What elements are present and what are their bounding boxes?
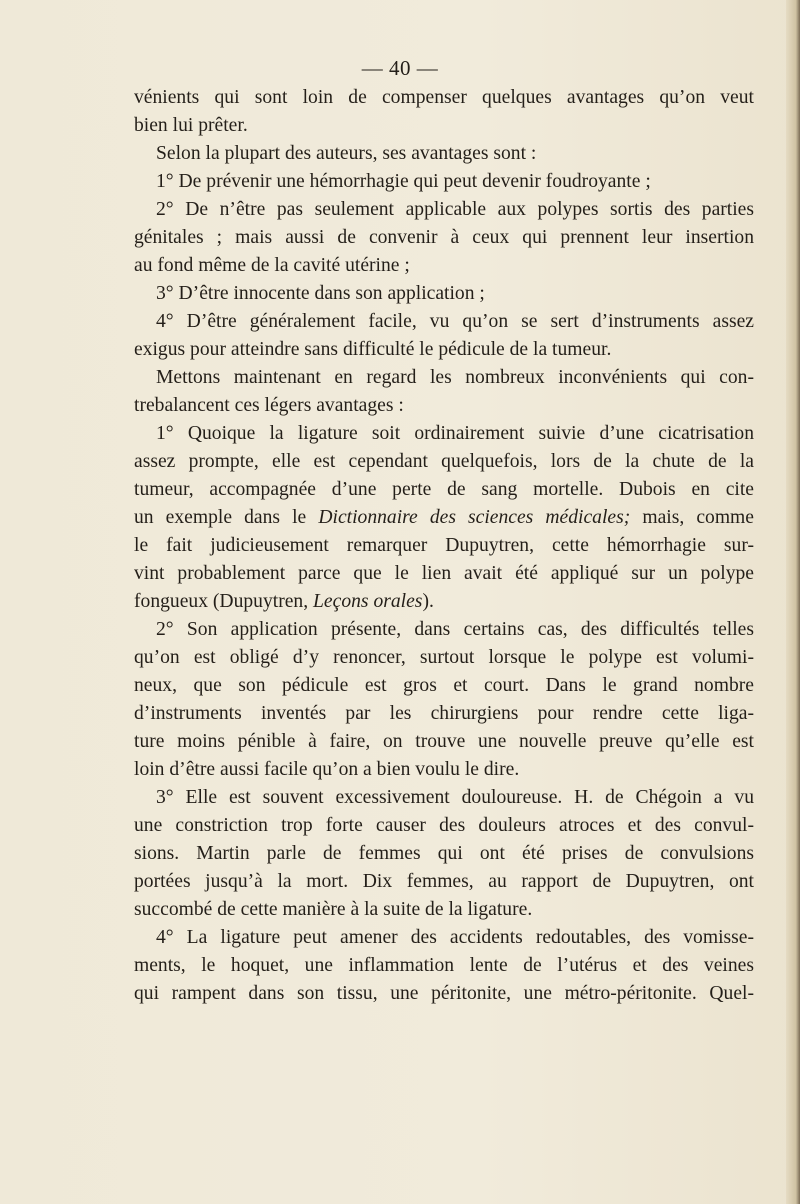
line-text: assez prompte, elle est cependant quelquefois, lors de la chute de la bbox=[134, 451, 754, 472]
text-line bbox=[134, 420, 754, 448]
text-line bbox=[134, 840, 754, 868]
line-text: au fond même de la cavité utérine ; bbox=[134, 255, 410, 276]
text-line bbox=[134, 868, 754, 896]
line-text: succombé de cette manière à la suite de la ligature. bbox=[134, 899, 533, 920]
page-edge-shadow bbox=[786, 0, 800, 1204]
text-line bbox=[134, 504, 754, 532]
text-line bbox=[134, 448, 754, 476]
line-text: vénients qui sont loin de compenser quelques avantages qu’on veut bbox=[134, 87, 754, 108]
text-line bbox=[134, 980, 754, 1008]
italic-title: Leçons orales bbox=[313, 591, 423, 612]
line-text: ments, le hoquet, une inflammation lente de l’utérus et des veines bbox=[134, 955, 754, 976]
line-text: loin d’être aussi facile qu’on a bien voulu le dire. bbox=[134, 759, 520, 780]
line-text-after: ). bbox=[422, 591, 434, 612]
line-text: le fait judicieusement remarquer Dupuytren, cette hémorrhagie sur- bbox=[134, 535, 754, 556]
text-line bbox=[134, 896, 754, 924]
line-text: Selon la plupart des auteurs, ses avantages sont : bbox=[156, 143, 537, 164]
line-text: vint probablement parce que le lien avait été appliqué sur un polype bbox=[134, 563, 754, 584]
line-text: qui rampent dans son tissu, une péritonite, une métro-péritonite. Quel- bbox=[134, 983, 754, 1004]
text-line bbox=[134, 924, 754, 952]
text-line bbox=[134, 252, 754, 280]
text-line bbox=[134, 84, 754, 112]
line-text: trebalancent ces légers avantages : bbox=[134, 395, 404, 416]
text-line bbox=[134, 616, 754, 644]
body-text bbox=[134, 84, 754, 1008]
line-text: fongueux (Dupuytren, bbox=[134, 591, 314, 612]
line-text: tumeur, accompagnée d’une perte de sang mortelle. Dubois en cite bbox=[134, 479, 754, 500]
text-line bbox=[134, 672, 754, 700]
line-text: bien lui prêter. bbox=[134, 115, 248, 136]
text-line bbox=[134, 644, 754, 672]
text-line bbox=[134, 364, 754, 392]
line-text: qu’on est obligé d’y renoncer, surtout lorsque le polype est volumi- bbox=[134, 647, 754, 668]
text-line bbox=[134, 588, 754, 616]
text-line bbox=[134, 112, 754, 140]
line-text: 4° D’être généralement facile, vu qu’on se sert d’instruments assez bbox=[156, 311, 754, 332]
line-text: d’instruments inventés par les chirurgiens pour rendre cette liga- bbox=[134, 703, 754, 724]
line-text: 3° Elle est souvent excessivement douloureuse. H. de Chégoin a vu bbox=[156, 787, 754, 808]
line-text: portées jusqu’à la mort. Dix femmes, au rapport de Dupuytren, ont bbox=[134, 871, 754, 892]
line-text: 2° De n’être pas seulement applicable aux polypes sortis des parties bbox=[156, 199, 754, 220]
line-text: 3° D’être innocente dans son application ; bbox=[156, 283, 485, 304]
page-number: — 40 — bbox=[361, 56, 439, 80]
line-text: génitales ; mais aussi de convenir à ceux qui prennent leur insertion bbox=[134, 227, 754, 248]
text-line bbox=[134, 532, 754, 560]
italic-title: Dictionnaire des sciences médicales; bbox=[318, 507, 631, 528]
line-text: 1° Quoique la ligature soit ordinairement suivie d’une cicatrisation bbox=[156, 423, 754, 444]
text-line bbox=[134, 224, 754, 252]
line-text: 1° De prévenir une hémorrhagie qui peut devenir foudroyante ; bbox=[156, 171, 651, 192]
line-text: sions. Martin parle de femmes qui ont été prises de convulsions bbox=[134, 843, 754, 864]
line-text-after: mais, comme bbox=[630, 507, 754, 528]
line-text: ture moins pénible à faire, on trouve une nouvelle preuve qu’elle est bbox=[134, 731, 754, 752]
text-line bbox=[134, 140, 754, 168]
text-line bbox=[134, 476, 754, 504]
text-line bbox=[134, 336, 754, 364]
line-text: neux, que son pédicule est gros et court. Dans le grand nombre bbox=[134, 675, 754, 696]
text-line bbox=[134, 280, 754, 308]
text-line bbox=[134, 308, 754, 336]
line-text: exigus pour atteindre sans difficulté le pédicule de la tumeur. bbox=[134, 339, 612, 360]
text-line bbox=[134, 196, 754, 224]
text-line bbox=[134, 168, 754, 196]
text-line bbox=[134, 728, 754, 756]
line-text: Mettons maintenant en regard les nombreux inconvénients qui con- bbox=[156, 367, 754, 388]
line-text: un exemple dans le bbox=[134, 507, 319, 528]
text-line bbox=[134, 560, 754, 588]
text-line bbox=[134, 784, 754, 812]
line-text: une constriction trop forte causer des douleurs atroces et des convul- bbox=[134, 815, 754, 836]
text-line bbox=[134, 952, 754, 980]
text-line bbox=[134, 392, 754, 420]
text-line bbox=[134, 700, 754, 728]
line-text: 2° Son application présente, dans certains cas, des difficultés telles bbox=[156, 619, 754, 640]
text-line bbox=[134, 756, 754, 784]
line-text: 4° La ligature peut amener des accidents redoutables, des vomisse- bbox=[156, 927, 754, 948]
text-line bbox=[134, 812, 754, 840]
